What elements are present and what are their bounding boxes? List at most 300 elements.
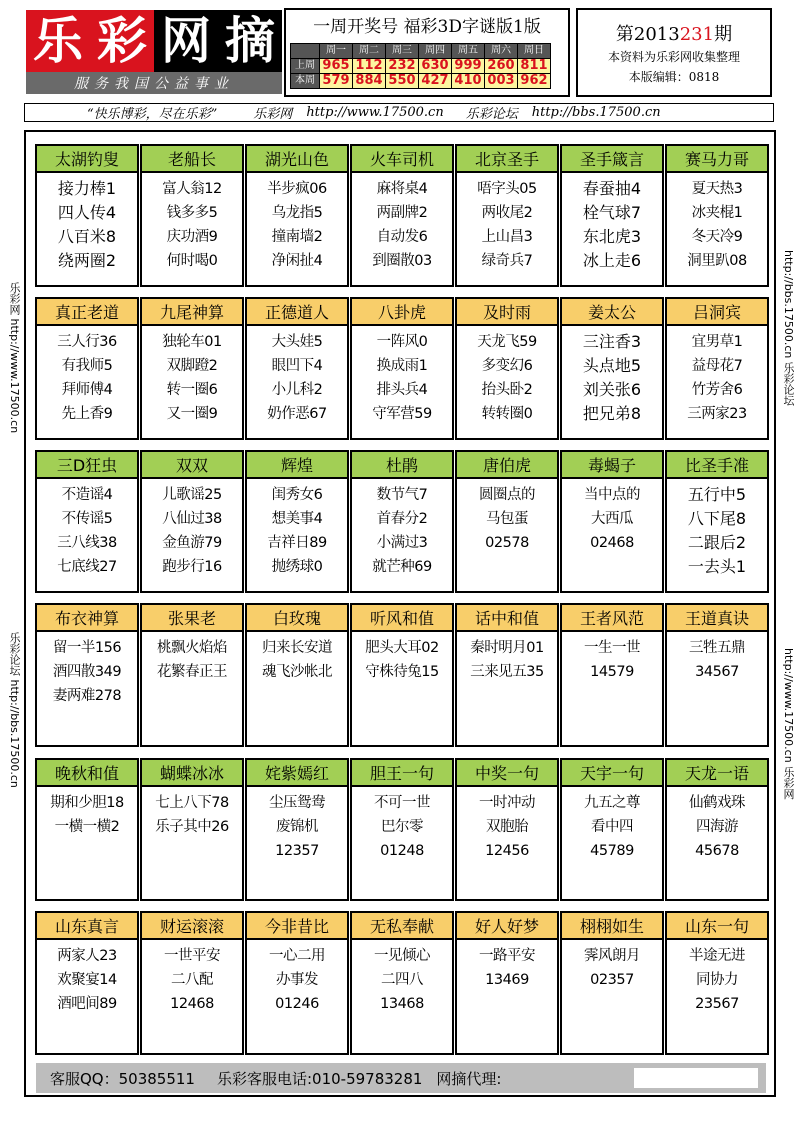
draw-table-header [291,44,551,59]
card-line: 有我师5 [61,358,113,374]
card-title: 八卦虎 [352,299,452,326]
card-line: 守株待兔15 [365,664,439,680]
card-line: 两收尾2 [481,205,533,221]
card-line: 办事发 [276,972,318,988]
card-lines [667,636,767,684]
prediction-card [350,758,454,901]
card-line: 看中四 [591,819,633,835]
card-line: 45678 [695,843,739,859]
draw-number: 427 [419,74,452,89]
period-line [578,20,770,46]
card-line: 12468 [170,996,214,1012]
card-line: 独轮车01 [162,334,222,350]
card-title: 山东真言 [37,913,137,940]
card-line: 欢聚宴14 [57,972,117,988]
card-line: 乌龙指5 [271,205,323,221]
prediction-card [665,450,769,593]
card-title: 山东一句 [667,913,767,940]
card-lines [562,330,662,426]
card-lines [667,944,767,1016]
card-line: 三人行36 [57,334,117,350]
draw-number: 630 [419,59,452,74]
logo [26,10,282,72]
period-prefix: 第2013 [615,24,680,45]
side-label-right-top: http://bbs.17500.cn 乐彩论坛 [782,250,795,406]
period-suffix: 期 [714,24,733,45]
card-line: 净闲扯4 [271,253,323,269]
prediction-card [35,603,139,747]
card-line: 双胞胎 [486,819,528,835]
prediction-card [35,297,139,440]
prediction-card [665,297,769,440]
prediction-card [560,297,664,440]
card-title: 布衣神算 [37,605,137,632]
card-title: 火车司机 [352,146,452,173]
logo-char: 彩 [90,10,154,72]
card-line: 到圈散03 [372,253,432,269]
card-line: 儿歌谣25 [162,487,222,503]
card-line: 七上八下78 [155,795,229,811]
card-line: 一阵风0 [376,334,428,350]
card-line: 23567 [695,996,739,1012]
prediction-card [560,758,664,901]
card-line: 唔字头05 [477,181,537,197]
service-qq: 客服QQ：50385511 [50,1069,195,1088]
card-title: 比圣手准 [667,452,767,479]
draw-number: 579 [320,74,353,89]
card-line: 当中点的 [584,487,640,503]
card-lines [37,177,137,273]
card-lines [352,944,452,1016]
card-lines [457,330,557,426]
card-line: 三牲五鼎 [689,640,745,656]
card-line: 守军营59 [372,406,432,422]
prediction-card [455,758,559,901]
day-header: 周五 [452,44,485,59]
card-line: 12456 [485,843,529,859]
card-lines [562,177,662,273]
card-line: 一世平安 [164,948,220,964]
card-line: 仙鹤戏珠 [689,795,745,811]
card-line: 何时喝0 [166,253,218,269]
slogan: 服务我国公益事业 [26,72,282,94]
prediction-card [245,297,349,440]
card-lines [37,636,137,708]
card-line: 圆圈点的 [479,487,535,503]
card-line: 上山昌3 [481,229,533,245]
card-lines [562,636,662,684]
card-line: 一见倾心 [374,948,430,964]
card-title: 及时雨 [457,299,557,326]
card-lines [142,177,242,273]
draw-row-this-week [291,74,551,89]
motto: “快乐博彩，尽在乐彩” [87,107,218,122]
card-line: 不传谣5 [61,511,113,527]
card-title: 话中和值 [457,605,557,632]
card-line: 妻两难278 [52,688,122,704]
card-line: 刘关张6 [582,380,642,399]
card-line: 三注香3 [582,332,642,351]
card-line: 益母花7 [691,358,743,374]
card-title: 北京圣手 [457,146,557,173]
prediction-card [140,450,244,593]
card-line: 把兄弟8 [582,404,642,423]
issue-box [284,8,570,97]
card-line: 桃飘火焰焰 [157,640,227,656]
card-lines [142,791,242,839]
card-title: 今非昔比 [247,913,347,940]
card-lines [247,177,347,273]
card-lines [667,177,767,273]
card-title: 白玫瑰 [247,605,347,632]
card-line: 一时冲动 [479,795,535,811]
card-line: 冬天冷9 [691,229,743,245]
prediction-card [665,758,769,901]
footer-bar [36,1063,766,1093]
card-line: 五行中5 [687,485,747,504]
card-line: 尘压鸳鸯 [269,795,325,811]
card-title: 无私奉献 [352,913,452,940]
card-line: 四人传4 [57,203,117,222]
prediction-card [560,144,664,287]
card-line: 绿奇兵7 [481,253,533,269]
prediction-card [455,911,559,1055]
card-lines [352,483,452,579]
prediction-card [35,144,139,287]
draw-number: 003 [485,74,518,89]
card-lines [247,636,347,684]
card-line: 马包蛋 [486,511,528,527]
row-label: 本周 [291,74,320,89]
prediction-card [140,758,244,901]
card-line: 跑步行16 [162,559,222,575]
card-lines [247,330,347,426]
card-lines [457,636,557,684]
card-line: 又一圈9 [166,406,218,422]
card-line: 13468 [380,996,424,1012]
card-line: 一横一横2 [54,819,120,835]
draw-row-last-week [291,59,551,74]
prediction-card [560,450,664,593]
card-title: 正德道人 [247,299,347,326]
prediction-card [245,144,349,287]
card-title: 天龙一语 [667,760,767,787]
card-line: 小满过3 [376,535,428,551]
forum-url-link[interactable]: http://bbs.17500.cn [531,105,661,120]
prediction-card [665,911,769,1055]
card-line: 数节气7 [376,487,428,503]
card-line: 13469 [485,972,529,988]
card-lines [667,791,767,863]
prediction-card [665,144,769,287]
card-line: 接力棒1 [57,179,117,198]
card-lines [247,791,347,863]
day-header: 周日 [518,44,551,59]
card-line: 02468 [590,535,634,551]
card-line: 半步疯06 [267,181,327,197]
card-line: 一生一世 [584,640,640,656]
card-title: 姹紫嫣红 [247,760,347,787]
card-line: 同协力 [696,972,738,988]
card-lines [352,177,452,273]
card-line: 闺秀女6 [271,487,323,503]
draw-number: 811 [518,59,551,74]
card-line: 二跟后2 [687,533,747,552]
prediction-card [350,144,454,287]
card-lines [37,944,137,1016]
card-line: 酒吧间89 [57,996,117,1012]
collect-note: 本资料为乐彩网收集整理 [607,50,740,64]
prediction-card [350,911,454,1055]
card-line: 就芒种69 [372,559,432,575]
card-title: 好人好梦 [457,913,557,940]
card-line: 02578 [485,535,529,551]
card-lines [142,944,242,1016]
card-line: 留一半156 [52,640,122,656]
card-title: 姜太公 [562,299,662,326]
card-line: 首春分2 [376,511,428,527]
card-title: 胆王一句 [352,760,452,787]
site-url-link[interactable]: http://www.17500.cn [306,105,444,120]
prediction-card [35,450,139,593]
agent-label: 网摘代理: [436,1069,502,1088]
card-line: 花繁春正王 [157,664,227,680]
card-lines [667,330,767,426]
draw-number: 884 [353,74,386,89]
card-line: 二八配 [171,972,213,988]
prediction-card [140,911,244,1055]
prediction-card [455,297,559,440]
card-lines [457,944,557,992]
card-line: 先上香9 [61,406,113,422]
card-line: 01248 [380,843,424,859]
card-line: 奶作恶67 [267,406,327,422]
card-line: 转一圈6 [166,382,218,398]
day-header: 周一 [320,44,353,59]
prediction-card [245,603,349,747]
card-title: 蝴蝶冰冰 [142,760,242,787]
day-header: 周二 [353,44,386,59]
card-line: 七底线27 [57,559,117,575]
draw-number: 410 [452,74,485,89]
card-title: 双双 [142,452,242,479]
card-line: 八百米8 [57,227,117,246]
card-line: 双脚蹬2 [166,358,218,374]
logo-char: 乐 [26,10,90,72]
card-line: 排头兵4 [376,382,428,398]
day-header: 周三 [386,44,419,59]
period-number: 231 [679,24,715,45]
draw-table [290,43,551,89]
card-line: 自动发6 [376,229,428,245]
card-lines [247,483,347,579]
card-line: 45789 [590,843,634,859]
card-line: 大头娃5 [271,334,323,350]
card-title: 听风和值 [352,605,452,632]
logo-char: 网 [154,10,218,72]
card-line: 02357 [590,972,634,988]
card-line: 头点地5 [582,356,642,375]
card-line: 竹芳舍6 [691,382,743,398]
card-line: 半途无进 [689,948,745,964]
card-title: 王道真诀 [667,605,767,632]
card-line: 撞南墙2 [271,229,323,245]
prediction-card [455,603,559,747]
card-line: 吉祥日89 [267,535,327,551]
card-title: 张果老 [142,605,242,632]
card-line: 夏天热3 [691,181,743,197]
card-lines [37,330,137,426]
card-title: 湖光山色 [247,146,347,173]
card-line: 庆功酒9 [166,229,218,245]
card-title: 王者风范 [562,605,662,632]
side-label-right-bottom: http://www.17500.cn 乐彩网 [782,648,795,800]
prediction-card [665,603,769,747]
card-line: 眼凹下4 [271,358,323,374]
card-lines [37,791,137,839]
card-line: 冰夹棍1 [691,205,743,221]
card-line: 三来见五35 [470,664,544,680]
draw-number: 962 [518,74,551,89]
card-title: 中奖一句 [457,760,557,787]
card-lines [562,944,662,992]
prediction-card [350,297,454,440]
card-line: 三八线38 [57,535,117,551]
card-line: 八仙过38 [162,511,222,527]
card-line: 富人翁12 [162,181,222,197]
prediction-card [140,297,244,440]
card-line: 东北虎3 [582,227,642,246]
draw-number: 999 [452,59,485,74]
card-line: 麻将桌4 [376,181,428,197]
draw-number: 112 [353,59,386,74]
prediction-card [140,603,244,747]
card-title: 晚秋和值 [37,760,137,787]
card-lines [457,177,557,273]
editor-line: 本版编辑：0818 [628,70,720,84]
card-title: 九尾神算 [142,299,242,326]
card-lines [457,483,557,555]
card-line: 想美事4 [271,511,323,527]
card-lines [562,483,662,555]
card-line: 钱多多5 [166,205,218,221]
card-title: 辉煌 [247,452,347,479]
card-line: 不可一世 [374,795,430,811]
prediction-card [350,603,454,747]
day-header: 周六 [485,44,518,59]
logo-char: 摘 [218,10,282,72]
card-lines [352,791,452,863]
side-label-left-bottom: 乐彩论坛 http://bbs.17500.cn [8,632,21,788]
card-title: 吕洞宾 [667,299,767,326]
card-line: 春蚕抽4 [582,179,642,198]
card-line: 酒四散349 [52,664,122,680]
prediction-card [140,144,244,287]
card-lines [37,483,137,579]
card-line: 巴尔零 [381,819,423,835]
card-title: 杜鹃 [352,452,452,479]
day-header: 周四 [419,44,452,59]
card-lines [562,791,662,863]
card-title: 太湖钓叟 [37,146,137,173]
card-line: 期和少胆18 [50,795,124,811]
card-line: 魂飞沙帐北 [262,664,332,680]
card-line: 金鱼游79 [162,535,222,551]
card-line: 抬头卧2 [481,382,533,398]
card-title: 栩栩如生 [562,913,662,940]
card-title: 真正老道 [37,299,137,326]
agent-box [634,1068,758,1088]
card-line: 乐子其中26 [155,819,229,835]
card-lines [352,330,452,426]
card-line: 归来长安道 [262,640,332,656]
card-line: 小儿科2 [271,382,323,398]
motto-bar [24,103,774,122]
prediction-card [245,911,349,1055]
card-line: 天龙飞59 [477,334,537,350]
card-line: 二四八 [381,972,423,988]
forum-name: 乐彩论坛 [465,107,518,122]
card-line: 转转圈0 [481,406,533,422]
card-line: 肥头大耳02 [365,640,439,656]
card-lines [142,636,242,684]
card-lines [142,483,242,579]
prediction-card [455,450,559,593]
prediction-card [350,450,454,593]
card-line: 宜男草1 [691,334,743,350]
card-lines [352,636,452,684]
draw-number: 550 [386,74,419,89]
card-line: 01246 [275,996,319,1012]
card-line: 废锦机 [276,819,318,835]
card-line: 洞里趴08 [687,253,747,269]
card-title: 毒蝎子 [562,452,662,479]
card-line: 霁风朗月 [584,948,640,964]
draw-number: 232 [386,59,419,74]
card-line: 一路平安 [479,948,535,964]
draw-number: 965 [320,59,353,74]
prediction-card [35,758,139,901]
card-line: 大西瓜 [591,511,633,527]
card-line: 抛绣球0 [271,559,323,575]
card-line: 绕两圈2 [57,251,117,270]
card-title: 财运滚滚 [142,913,242,940]
card-lines [142,330,242,426]
card-line: 换成雨1 [376,358,428,374]
prediction-card [245,450,349,593]
card-line: 一去头1 [687,557,747,576]
card-line: 四海游 [696,819,738,835]
site-name: 乐彩网 [253,107,293,122]
service-phone: 乐彩客服电话:010-59783281 [216,1069,423,1088]
draw-number: 260 [485,59,518,74]
prediction-card [245,758,349,901]
card-line: 两家人23 [57,948,117,964]
row-label: 上周 [291,59,320,74]
card-line: 两副牌2 [376,205,428,221]
card-line: 拜师傅4 [61,382,113,398]
card-line: 12357 [275,843,319,859]
card-title: 圣手箴言 [562,146,662,173]
card-line: 冰上走6 [582,251,642,270]
card-line: 栓气球7 [582,203,642,222]
card-line: 秦时明月01 [470,640,544,656]
prediction-card [35,911,139,1055]
prediction-card [560,911,664,1055]
card-title: 三D狂虫 [37,452,137,479]
card-line: 14579 [590,664,634,680]
card-title: 老船长 [142,146,242,173]
